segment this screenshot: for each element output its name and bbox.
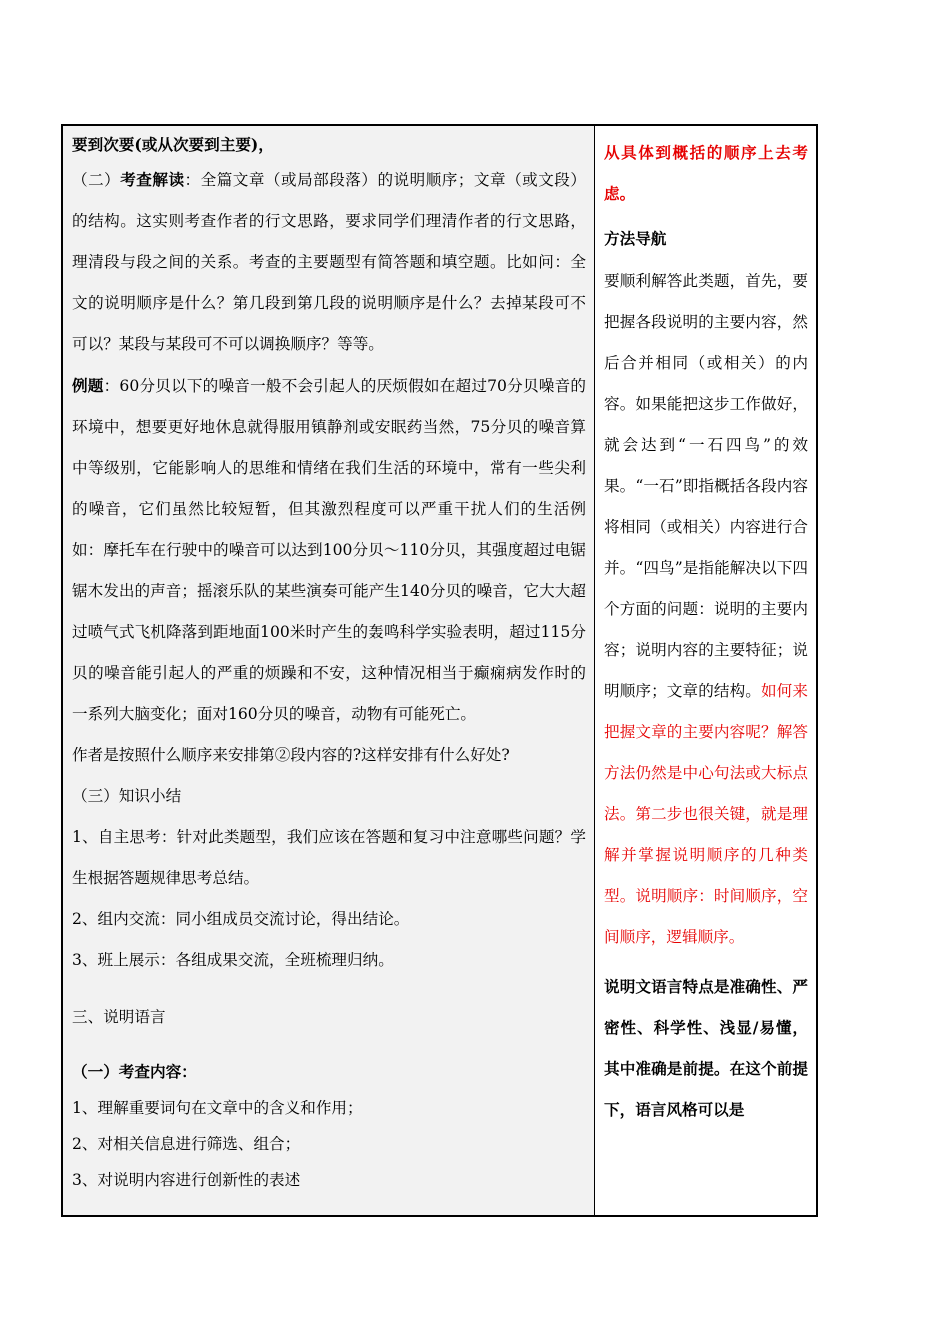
method-red-text: 如何来把握文章的主要内容呢？解答方法仍然是中心句法或大标点法。第二步也很关键，就是理解并掌握说明顺序的几种类型。说明顺序：时间顺序，空间顺序，逻辑顺序。 <box>604 682 808 946</box>
example-heading: 例题 <box>72 376 104 395</box>
language-note: 说明文语言特点是准确性、严密性、科学性、浅显/易懂，其中准确是前提。在这个前提下，语言风格可以是 <box>604 977 808 1119</box>
section-2-text: ：全篇文章（或局部段落）的说明顺序；文章（或文段）的结构。这实则考查作者的行文思路，要求同学们理清作者的行文思路，理清段与段之间的关系。考查的主要题型有简答题和填空题。比如问：全文的说明顺序是什么？第几段到第几段的说明顺序是什么？去掉某段可不可以？某段与某段可不可以调换顺序？等等。 <box>72 171 586 353</box>
right-column <box>595 126 816 1215</box>
content-title: （一）考查内容： <box>72 1062 197 1081</box>
content-table <box>61 124 818 1217</box>
summary-item-2: 2、组内交流：同小组成员交流讨论，得出结论。 <box>72 910 410 928</box>
method-text: 要顺利解答此类题，首先，要把握各段说明的主要内容，然后合并相同（或相关）的内容。如果能把这步工作做好，就会达到“一石四鸟”的效果。“一石”即指概括各段内容将相同（或相关）内容进行合并。“四鸟”是指能解决以下四个方面的问题：说明的主要内容；说明内容的主要特征；说明顺序；文章的结构。 <box>604 272 808 700</box>
section-2-paragraph <box>72 159 586 365</box>
example-question: 作者是按照什么顺序来安排第②段内容的?这样安排有什么好处? <box>72 746 510 764</box>
left-column <box>63 126 595 1215</box>
example-paragraph <box>72 365 586 735</box>
intro-line: 要到次要(或从次要到主要)， <box>72 135 274 154</box>
summary-item-1: 1、自主思考：针对此类题型，我们应该在答题和复习中注意哪些问题？学生根据答题规律思考总结。 <box>72 828 586 887</box>
section-2-heading: 考查解读 <box>120 170 185 189</box>
method-title: 方法导航 <box>604 229 667 248</box>
method-paragraph <box>604 261 808 958</box>
content-item-2: 2、对相关信息进行筛选、组合； <box>72 1135 301 1153</box>
example-text: ：60分贝以下的噪音一般不会引起人的厌烦假如在超过70分贝噪音的环境中，想要更好地休息就得服用镇静剂或安眠药当然，75分贝的噪音算中等级别，它能影响人的思维和情绪在我们生活的环境中，常有一些尖利的噪音，它们虽然比较短暂，但其激烈程度可以严重干扰人们的生活例如：摩托车在行驶中的噪音可以达到100分贝～110分贝，其强度超过电锯锯木发出的声音；摇滚乐队的某些演奏可能产生140分贝的噪音，它大大超过喷气式飞机降落到距地面100米时产生的轰鸣科学实验表明，超过115分贝的噪音能引起人的严重的烦躁和不安，这种情况相当于癫痫病发作时的一系列大脑变化；面对160分贝的噪音，动物有可能死亡。 <box>72 377 586 723</box>
summary-title: （三）知识小结 <box>72 787 182 805</box>
section-3-title: 三、说明语言 <box>72 1008 166 1026</box>
content-item-1: 1、理解重要词句在文章中的含义和作用； <box>72 1099 363 1117</box>
summary-item-3: 3、班上展示：各组成果交流，全班梳理归纳。 <box>72 951 394 969</box>
red-intro: 从具体到概括的顺序上去考虑。 <box>604 143 808 203</box>
section-2-label: （二） <box>72 171 121 189</box>
content-item-3: 3、对说明内容进行创新性的表述 <box>72 1171 301 1189</box>
